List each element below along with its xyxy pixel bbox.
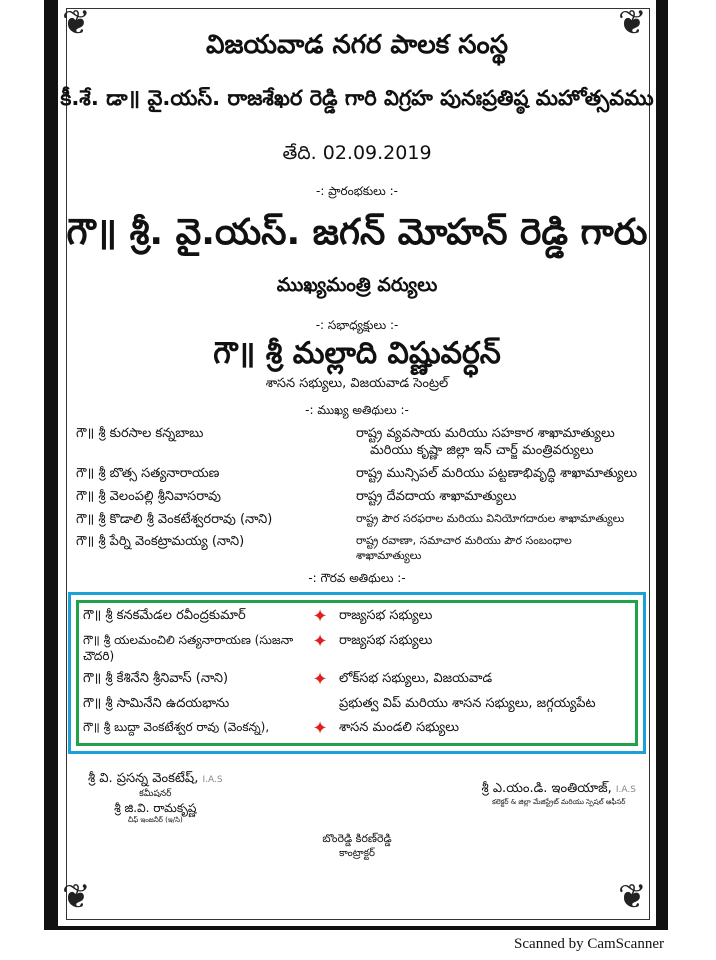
chief-guest-role: రాష్ట్ర రవాణా, సమాచార మరియు పౌర సంబంధాల శాఖామాత్యులు (356, 534, 572, 562)
honorary-guest-name: గౌ॥ శ్రీ కనకమేడల రవీంద్రకుమార్ (83, 608, 246, 624)
scan-edge-left (44, 0, 58, 930)
chief-guest-role: రాష్ట్ర వ్యవసాయ మరియు సహకార శాఖామాత్యులు (356, 426, 615, 441)
contractor-role: కాంట్రాక్టర్ (339, 847, 375, 859)
contractor (68, 831, 646, 860)
signatory-right (482, 780, 636, 798)
signatory-suffix: I.A.S (615, 785, 636, 796)
red-star-marker-icon: ✦ (312, 631, 328, 653)
honorary-guest-role: ప్రభుత్వ విప్ మరియు శాసన సభ్యులు, జగ్గయ్యపేట (339, 696, 596, 712)
chief-guest-role-cell (356, 426, 640, 460)
event-title: కీ.శే. డా॥ వై.యస్. రాజశేఖర రెడ్డి గారి విగ్రహ పునఃప్రతిష్ఠ మహోత్సవము (60, 86, 654, 110)
honorary-guest-role: లోక్‌సభ సభ్యులు, విజయవాడ (339, 671, 493, 687)
chief-guest-role: రాష్ట్ర పౌర సరఫరాల మరియు వినియోగదారుల శాఖామాత్యులు (356, 511, 625, 525)
signatory-role: చీఫ్ ఇంజనీర్ (ఇ/సి) (127, 816, 183, 824)
scan-edge-right (656, 0, 668, 930)
scan-edge-bottom (44, 926, 668, 930)
honorary-guest-name: గౌ॥ శ్రీ కేశినేని శ్రీనివాస్ (నాని) (83, 671, 229, 687)
org-title: విజయవాడ నగర పాలక సంస్థ (206, 30, 508, 60)
chief-guest-name: గౌ॥ శ్రీ బొత్స సత్యనారాయణ (76, 465, 220, 481)
chief-guest-name: గౌ॥ శ్రీ పేర్ని వెంకట్రామయ్య (నాని) (76, 534, 245, 550)
highlight-box-outer (68, 592, 646, 754)
signatory-left2-name: శ్రీ జి.వి. రామకృష్ణ (114, 800, 197, 815)
corner-ornament-icon: ❦ (618, 877, 647, 917)
section-president: -: సభాధ్యక్షులు :- (315, 318, 399, 332)
section-chief-guests: -: ముఖ్య అతిథులు :- (305, 403, 409, 417)
honorary-guest-name: గౌ॥ శ్రీ బుద్దా వెంకటేశ్వర రావు (వెంకన్న), (83, 720, 270, 735)
signatory-role: కలెక్టర్ & జిల్లా మేజిస్ట్రేట్ మరియు స్పెషల్ ఆఫీసర్ (492, 797, 626, 806)
honorary-guest-role: రాజ్యసభ సభ్యులు (339, 608, 433, 624)
chief-guest-name: గౌ॥ శ్రీ కొడాలి శ్రీ వెంకటేశ్వరరావు (నాని) (76, 511, 273, 527)
chief-guest-name: గౌ॥ శ్రీ వెలంపల్లి శ్రీనివాసరావు (76, 488, 222, 504)
inaugurator-role: ముఖ్యమంత్రి వర్యులు (276, 274, 438, 296)
signatory-left1 (88, 770, 223, 788)
section-inaugurator: -: ప్రారంభకులు :- (315, 184, 399, 198)
event-date: తేది. 02.09.2019 (282, 142, 432, 164)
honorary-guest-role: శాసన మండలి సభ్యులు (339, 720, 459, 736)
president-name: గౌ॥ శ్రీ మల్లాది విష్ణువర్ధన్ (213, 336, 501, 371)
signatory-name: శ్రీ ఎ.యం.డి. ఇంతియాజ్, (481, 781, 612, 797)
red-star-marker-icon: ✦ (312, 718, 328, 740)
chief-guest-role: రాష్ట్ర దేవదాయ శాఖామాత్యులు (356, 488, 517, 504)
red-star-marker-icon: ✦ (312, 669, 328, 691)
president-role: శాసన సభ్యులు, విజయవాడ సెంట్రల్ (265, 376, 449, 391)
signatory-role: కమీషనర్ (139, 788, 172, 799)
corner-ornament-icon: ❦ (618, 3, 647, 43)
corner-ornament-icon: ❦ (62, 877, 91, 917)
inaugurator-name: గౌ॥ శ్రీ. వై.యస్. జగన్ మోహన్ రెడ్డి గారు (66, 212, 648, 253)
honorary-guest-name: గౌ॥ శ్రీ సామినేని ఉదయభాను (83, 696, 230, 712)
guest-lists (68, 426, 646, 861)
section-honorary-guests: -: గౌరవ అతిథులు :- (308, 571, 406, 586)
corner-ornament-icon: ❦ (62, 3, 91, 43)
signatory-left-column (88, 770, 223, 825)
chief-guest-role: రాష్ట్ర మున్సిపల్ మరియు పట్టణాభివృద్ధి శాఖామాత్యులు (356, 465, 638, 481)
signatory-name: శ్రీ వి. ప్రసన్న వెంకటేష్, (88, 771, 199, 787)
chief-guest-name: గౌ॥ శ్రీ కురసాల కన్నబాబు (76, 426, 204, 441)
highlight-box-inner (76, 600, 638, 746)
honorary-guest-list (83, 608, 629, 738)
honorary-guest-role: రాజ్యసభ సభ్యులు (339, 633, 433, 649)
chief-guest-role: మరియు కృష్ణా జిల్లా ఇన్ చార్జ్ మంత్రివర్యులు (370, 442, 594, 458)
signatory-right-column (482, 770, 636, 825)
honorary-guest-name: గౌ॥ శ్రీ యలమంచిలి సత్యనారాయణ (సుజనా చౌదరి) (83, 633, 294, 663)
signatory-suffix: I.A.S (202, 775, 223, 786)
signatories (68, 770, 646, 825)
red-star-marker-icon: ✦ (312, 606, 328, 628)
chief-guest-list (68, 426, 646, 563)
contractor-name: బొంరెడ్డి కిరణ్‌రెడ్డి (322, 832, 392, 846)
camscanner-watermark: Scanned by CamScanner (514, 936, 664, 952)
